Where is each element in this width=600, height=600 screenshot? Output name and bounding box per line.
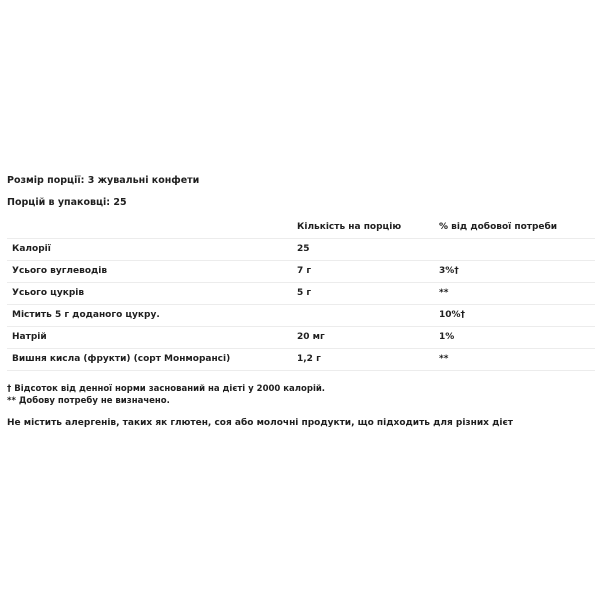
table-row — [7, 327, 595, 349]
nutrient-name: Усього вуглеводів — [12, 266, 108, 276]
nutrient-amount: 1,2 г — [297, 354, 321, 364]
footnote-not-established: ** Добову потребу не визначено. — [7, 395, 170, 406]
nutrient-name: Натрій — [12, 332, 47, 342]
table-row — [7, 283, 595, 305]
table-row — [7, 239, 595, 261]
nutrient-daily-value — [434, 239, 595, 261]
nutrient-amount: 25 — [297, 244, 310, 254]
nutrient-amount: 5 г — [297, 288, 312, 298]
supplement-facts-panel — [7, 170, 595, 438]
servings-per-container: Порцій в упаковці: 25 — [7, 197, 127, 208]
table-header-row — [7, 217, 595, 239]
nutrient-name: Містить 5 г доданого цукру. — [12, 310, 160, 320]
table-row — [7, 305, 595, 327]
nutrient-daily-value: 3%† — [439, 266, 459, 276]
nutrition-table — [7, 217, 595, 371]
header-daily-value: % від добової потреби — [439, 222, 558, 232]
nutrient-daily-value: 1% — [439, 332, 455, 342]
nutrient-daily-value: ** — [439, 288, 449, 298]
nutrient-amount: 7 г — [297, 266, 312, 276]
table-row — [7, 261, 595, 283]
allergen-statement: Не містить алергенів, таких як глютен, соя або молочні продукти, що підходить для різних дієт — [7, 418, 514, 428]
serving-size: Розмір порції: 3 жувальні конфети — [7, 175, 200, 186]
table-row — [7, 349, 595, 371]
nutrient-name: Калорії — [12, 244, 51, 254]
nutrient-daily-value: ** — [439, 354, 449, 364]
header-name — [7, 217, 292, 239]
nutrient-daily-value: 10%† — [439, 310, 466, 320]
nutrient-name: Усього цукрів — [12, 288, 85, 298]
header-amount: Кількість на порцію — [297, 222, 402, 232]
footnote-daily-value-basis: † Відсоток від денної норми заснований на дієті у 2000 калорій. — [7, 384, 326, 394]
nutrient-amount — [292, 305, 434, 327]
nutrient-amount: 20 мг — [297, 332, 325, 342]
nutrient-name: Вишня кисла (фрукти) (сорт Монморансі) — [12, 354, 231, 364]
footnotes — [7, 384, 595, 407]
